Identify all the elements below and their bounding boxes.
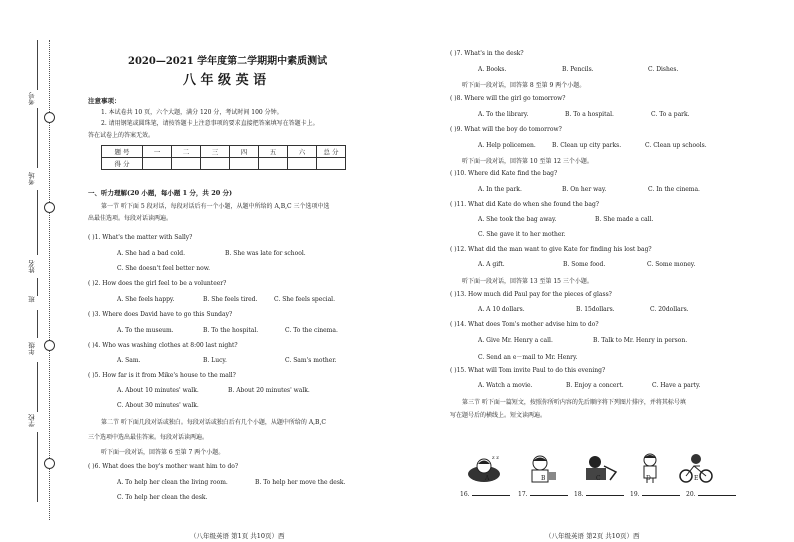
q15-option-b: B. Enjoy a concert. — [566, 382, 624, 389]
picture-label-b: B — [541, 475, 546, 482]
notice-1: 1. 本试卷共 10 页，六个大题，满分 120 分，考试时间 100 分钟。 — [101, 109, 283, 116]
q8-option-b: B. To a hospital. — [565, 111, 614, 118]
q2-option-c: C. She feels special. — [274, 296, 336, 303]
question-15: ( )15. What will Tom invite Paul to do this evening? — [450, 367, 606, 374]
notice-3: 答在试卷上的答案无效。 — [88, 132, 155, 139]
part-2-intro: 第二节 听下面几段对话或独白。每段对话或独白后有几个小题，从题中所给的 A,B,C — [101, 419, 326, 426]
answer-blank-18[interactable] — [574, 491, 624, 498]
part-2-instruction: 听下面一段对话，回答第 6 至第 7 两个小题。 — [101, 449, 225, 456]
part-2-intro-cont: 三个选项中选出最佳答案。每段对话读两遍。 — [88, 434, 209, 441]
q11-option-a: A. She took the bag away. — [478, 216, 557, 223]
q15-option-a: A. Watch a movie. — [478, 382, 533, 389]
q13-option-a: A. A 10 dollars. — [478, 306, 525, 313]
question-9: ( )9. What will the boy do tomorrow? — [450, 126, 562, 133]
score-header-cell: 二 — [172, 146, 201, 158]
question-14: ( )14. What does Tom's mother advise him to do? — [450, 321, 599, 328]
q9-option-c: C. Clean up schools. — [645, 142, 707, 149]
q8-option-c: C. To a park. — [651, 111, 690, 118]
q9-option-a: A. Help policemen. — [478, 142, 536, 149]
q3-option-a: A. To the museum. — [117, 327, 174, 334]
answer-blank-17[interactable] — [518, 491, 568, 498]
page-1-footer: （八年级英语 第1页 共10页）西 — [190, 532, 285, 540]
q6-option-a: A. To help her clean the living room. — [117, 479, 228, 486]
question-12: ( )12. What did the man want to give Kate for finding his lost bag? — [450, 246, 652, 253]
question-6: ( )6. What does the boy's mother want him to do? — [88, 463, 239, 470]
q4-option-a: A. Sam. — [117, 357, 141, 364]
question-5: ( )5. How far is it from Mike's house to the mall? — [88, 372, 236, 379]
q3-option-b: B. To the hospital. — [203, 327, 259, 334]
score-cell[interactable] — [172, 158, 201, 170]
section-1-heading: 一、听力理解(20 小题，每小题 1 分，共 20 分) — [88, 189, 233, 197]
q10-option-a: A. In the park. — [478, 186, 522, 193]
q4-option-c: C. Sam's mother. — [285, 357, 337, 364]
q6-option-b: B. To help her move the desk. — [255, 479, 346, 486]
q5-option-a: A. About 10 minutes' walk. — [117, 387, 199, 394]
score-header-cell: 三 — [201, 146, 230, 158]
q10-option-c: C. In the cinema. — [648, 186, 700, 193]
score-table — [101, 145, 346, 170]
q5-option-c: C. About 30 minutes' walk. — [117, 402, 199, 409]
school-label: 学校 — [28, 414, 36, 427]
question-4: ( )4. Who was washing clothes at 8:00 last night? — [88, 342, 238, 349]
score-cell[interactable] — [201, 158, 230, 170]
q2-option-b: B. She feels tired. — [203, 296, 258, 303]
question-13: ( )13. How much did Paul pay for the pieces of glass? — [450, 291, 612, 298]
score-header-cell: 六 — [288, 146, 317, 158]
score-cell[interactable] — [259, 158, 288, 170]
q12-option-b: B. Some food. — [563, 261, 606, 268]
q14-option-b: B. Talk to Mr. Henry in person. — [593, 337, 688, 344]
q13-option-c: C. 20dollars. — [650, 306, 689, 313]
notice-heading: 注意事项： — [88, 97, 121, 105]
blank-number: 19. — [630, 491, 640, 498]
q1-option-c: C. She doesn't feel better now. — [117, 265, 211, 272]
picture-label-d: D — [646, 475, 651, 482]
q1-option-b: B. She was late for school. — [225, 250, 306, 257]
part-1-intro-cont: 出最佳选项。每段对话读两遍。 — [88, 215, 173, 222]
instruction-10-12: 听下面一段对话，回答第 10 至第 12 三个小题。 — [462, 158, 593, 165]
binding-hole — [44, 112, 55, 123]
q7-option-c: C. Dishes. — [648, 66, 679, 73]
q11-option-b: B. She made a call. — [595, 216, 654, 223]
score-header-cell: 一 — [143, 146, 172, 158]
q12-option-a: A. A gift. — [478, 261, 505, 268]
score-row-label: 得 分 — [102, 158, 143, 170]
question-8: ( )8. Where will the girl go tomorrow? — [450, 95, 566, 102]
q14-option-a: A. Give Mr. Henry a call. — [478, 337, 553, 344]
name-label: 姓名 — [28, 260, 36, 273]
instruction-13-15: 听下面一段对话，回答第 13 至第 15 三个小题。 — [462, 278, 593, 285]
q13-option-b: B. 15dollars. — [576, 306, 615, 313]
class-label: 班 — [28, 296, 36, 303]
exam-subject: 八 年 级 英 语 — [183, 73, 267, 88]
question-1: ( )1. What's the matter with Sally? — [88, 234, 193, 241]
question-3: ( )3. Where does David have to go this Sunday? — [88, 311, 233, 318]
score-cell[interactable] — [230, 158, 259, 170]
score-header-cell: 题 号 — [102, 146, 143, 158]
q4-option-b: B. Lucy. — [203, 357, 227, 364]
picture-label-c: C — [596, 475, 601, 482]
binding-hole — [44, 458, 55, 469]
q2-option-a: A. She feels happy. — [117, 296, 175, 303]
exam-room-label: 考场 — [28, 172, 36, 185]
q14-option-c: C. Send an e－mail to Mr. Henry. — [478, 354, 578, 361]
grade-label: 年级 — [28, 342, 36, 355]
q7-option-b: B. Pencils. — [562, 66, 594, 73]
exam-title: 2020—2021 学年度第二学期期中素质测试 — [128, 56, 328, 67]
q3-option-c: C. To the cinema. — [285, 327, 338, 334]
q1-option-a: A. She had a bad cold. — [117, 250, 186, 257]
binding-hole — [44, 202, 55, 213]
q10-option-b: B. On her way. — [562, 186, 607, 193]
part-1-intro: 第一节 听下面 5 段对话，每段对话后有一个小题，从题中所给的 A,B,C 三个选项中选 — [101, 203, 330, 210]
blank-number: 20. — [686, 491, 696, 498]
answer-blank-16[interactable] — [460, 491, 510, 498]
picture-label-a: A — [485, 475, 490, 482]
q7-option-a: A. Books. — [478, 66, 507, 73]
answer-blank-20[interactable] — [686, 491, 736, 498]
blank-number: 18. — [574, 491, 584, 498]
score-header-cell: 总 分 — [317, 146, 346, 158]
score-header-cell: 四 — [230, 146, 259, 158]
score-header-cell: 五 — [259, 146, 288, 158]
question-7: ( )7. What's in the desk? — [450, 50, 524, 57]
q9-option-b: B. Clean up city parks. — [552, 142, 622, 149]
q12-option-c: C. Some money. — [647, 261, 696, 268]
question-10: ( )10. Where did Kate find the bag? — [450, 170, 558, 177]
notice-2: 2. 请用钢笔或圆珠笔，请按答题卡上注意事项的要求直接把答案填写在答题卡上。 — [101, 120, 319, 127]
q8-option-a: A. To the library. — [478, 111, 529, 118]
score-cell[interactable] — [143, 158, 172, 170]
question-11: ( )11. What did Kate do when she found the bag? — [450, 201, 600, 208]
q11-option-c: C. She gave it to her mother. — [478, 231, 566, 238]
blank-number: 16. — [460, 491, 470, 498]
blank-number: 17. — [518, 491, 528, 498]
svg-text:z z: z z — [492, 455, 499, 461]
instruction-8-9: 听下面一段对话，回答第 8 至第 9 两个小题。 — [462, 82, 586, 89]
score-cell[interactable] — [317, 158, 346, 170]
q6-option-c: C. To help her clean the desk. — [117, 494, 208, 501]
q5-option-b: B. About 20 minutes' walk. — [228, 387, 310, 394]
picture-label-e: E — [694, 475, 699, 482]
binding-hole — [44, 340, 55, 351]
part-3-intro-cont: 写在题号后的横线上。短文读两遍。 — [450, 412, 547, 419]
part-3-intro: 第三节 听下面一篇短文，按照你所听内容的先后顺序将下列图片排序，并将其标号填 — [462, 399, 686, 406]
score-cell[interactable] — [288, 158, 317, 170]
exam-number-label: 考号 — [28, 92, 36, 105]
page-2-footer: （八年级英语 第2页 共10页）西 — [545, 532, 640, 540]
q15-option-c: C. Have a party. — [652, 382, 701, 389]
picture-sleeping-boy — [464, 452, 504, 484]
question-2: ( )2. How does the girl feel to be a volunteer? — [88, 280, 227, 287]
answer-blank-19[interactable] — [630, 491, 680, 498]
